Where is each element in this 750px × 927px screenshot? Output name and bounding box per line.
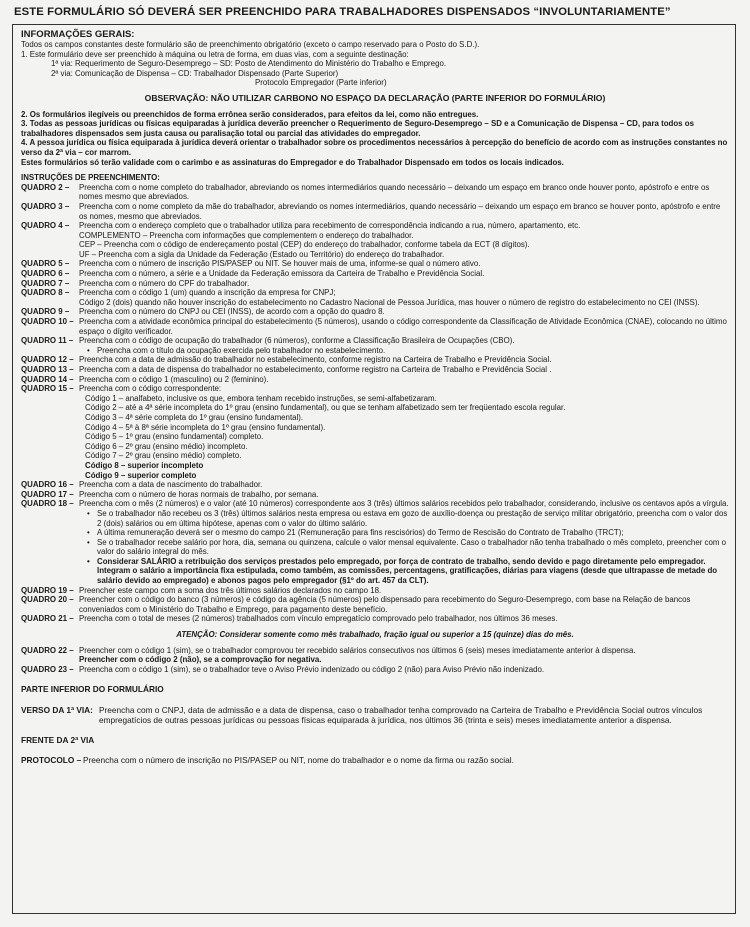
quadro-bullet: • A última remuneração deverá ser o mesmo do campo 21 (Remuneração para fins rescisórios) do Termo de Rescisão do Contrato de Trabalho (TRCT);: [21, 528, 729, 538]
education-code: Código 5 – 1º grau (ensino fundamental) completo.: [85, 432, 264, 442]
general-rule: Estes formulários só terão validade com o carimbo e as assinaturas do Empregador e do Trabalhador Dispensado em todos os locais indicados.: [21, 157, 564, 167]
quadro-item: [21, 375, 729, 385]
verso-item: [21, 705, 729, 725]
quadro-bullet: • Se o trabalhador não recebeu os 3 (três) últimos salários nesta empresa ou estava em gozo de auxílio-doença ou prestação de serviço militar obrigatório, preencha com o valor dos 2 (dois) salários ou em última hipótese, apenas com o valor do último salário.: [21, 509, 729, 528]
form-header: ESTE FORMULÁRIO SÓ DEVERÁ SER PREENCHIDO PARA TRABALHADORES DISPENSADOS “INVOLUNTARIAMENTE”: [14, 6, 671, 18]
quadro-label: QUADRO 7 –: [21, 278, 70, 288]
general-rule: 3. Todas as pessoas jurídicas ou físicas equiparadas à jurídica deverão preencher o Requerimento de Seguro-Desemprego – SD e a Comunicação de Dispensa – CD, para todos os trabalhadores dispensados sem justa causa ou paralisação total ou parcial das atividades do empregador.: [21, 119, 694, 138]
quadro-label: QUADRO 20 –: [21, 595, 74, 605]
quadro-bullet: • Se o trabalhador recebe salário por hora, dia, semana ou quinzena, calcule o valor mensal equivalente. Caso o trabalhador não tenha trabalhado o mês completo, preencher com o valor do salário integral do mês.: [21, 538, 729, 557]
quadro-text: Preencha com o número do CNPJ ou CEI (INSS), de acordo com a opção do quadro 8.: [79, 307, 385, 317]
quadro-subline: CEP – Preencha com o código de endereçamento postal (CEP) do endereço do trabalhador, conforme tabela da ECT (8 dígitos).: [79, 240, 530, 250]
quadro-text: Preencher com o código do banco (3 números) e código da agência (5 números) pelo dispensado para recebimento do Seguro-Desemprego, com base na Relação de bancos conveniados com o Ministério do Trabalho e Emprego, para pagamento deste benefício.: [79, 595, 691, 614]
quadro-label: QUADRO 5 –: [21, 259, 70, 269]
quadro-text: Preencha com o número de inscrição PIS/PASEP ou NIT. Se houver mais de uma, informe-se qual o número ativo.: [79, 259, 481, 269]
verso-text: Preencha com o CNPJ, data de admissão e a data de dispensa, caso o trabalhador tenha comprovado na Carteira de Trabalho e Previdência Social outros vínculos empregatícios de outras pessoas jurídicas ou pessoas físicas equiparada à jurídica, nos últimos 36 (trinta e seis) meses imediatamente anterior a dispensa.: [99, 704, 703, 725]
quadro-label: QUADRO 11 –: [21, 336, 74, 346]
quadro-subline: COMPLEMENTO – Preencha com informações que complementem o endereço do trabalhador.: [79, 230, 414, 240]
quadro-bullet: • Preencha com o título da ocupação exercida pelo trabalhador no estabelecimento.: [21, 346, 729, 356]
education-code: Código 2 – até a 4ª série incompleta do 1º grau (ensino fundamental), ou que se tenham alfabetizado sem ter freqüentado escola regular.: [85, 403, 566, 413]
quadro-text: Preencha com o número de horas normais de trabalho, por semana.: [79, 489, 319, 499]
quadro-label: QUADRO 2 –: [21, 182, 70, 192]
general-info-line: 2ª via: Comunicação de Dispensa – CD: Trabalhador Dispensado (Parte Superior): [51, 68, 339, 78]
quadro-item: [21, 269, 729, 279]
quadro-text: Preencha com o mês (2 números) e o valor (até 10 números) correspondente aos 3 (três) últimos salários recebidos pelo trabalhador, considerando, inclusive os centavos após a vírgula.: [79, 499, 729, 509]
education-code: Código 4 – 5ª à 8ª série incompleta do 1º grau (ensino fundamental).: [85, 422, 326, 432]
quadro-item: [21, 490, 729, 500]
general-info-title: INFORMAÇÕES GERAIS:: [21, 29, 135, 40]
quadro-text: Preencha com o total de meses (2 números) trabalhados com vínculo empregatício comprovado pelo trabalhador, nos últimos 36 meses.: [79, 614, 558, 624]
quadro-text: Preencha com o código 1 (sim), se o trabalhador teve o Aviso Prévio indenizado ou código 2 (não) para Aviso Prévio não indenizado.: [79, 664, 545, 674]
quadro-label: QUADRO 22 –: [21, 645, 74, 655]
attention-note: ATENÇÃO: Considerar somente como mês trabalhado, fração igual ou superior a 15 (quinze) dias do mês.: [176, 630, 574, 640]
education-code: Código 9 – superior completo: [85, 470, 197, 480]
education-code: Código 6 – 2º grau (ensino médio) incompleto.: [85, 441, 248, 451]
quadro-label: QUADRO 17 –: [21, 489, 74, 499]
general-info-line: Protocolo Empregador (Parte inferior): [255, 78, 387, 88]
quadro-item: [21, 665, 729, 675]
quadro-item: [21, 595, 729, 614]
quadro-label: QUADRO 14 –: [21, 374, 74, 384]
protocolo-text: Preencha com o número de inscrição no PIS/PASEP ou NIT, nome do trabalhador e o nome da firma ou razão social.: [83, 755, 514, 766]
quadro-text: Preencha com o código correspondente:: [79, 384, 222, 394]
education-code: Código 1 – analfabeto, inclusive os que, embora tenham recebido instruções, se semi-alfabetizaram.: [85, 393, 437, 403]
education-code: Código 8 – superior incompleto: [85, 460, 204, 470]
quadro-text: Preencha com o número do CPF do trabalhador.: [79, 278, 250, 288]
quadro-subline: Preencher com o código 2 (não), se a comprovação for negativa.: [79, 655, 322, 665]
quadro-text: Preencha com o nome completo do trabalhador, abreviando os nomes intermediários quando necessário – deixando um espaço em branco onde houver ponto, apóstrofo e entre os nomes mesmo que abreviados.: [79, 182, 710, 202]
protocolo-label: PROTOCOLO –: [21, 755, 82, 766]
general-info-line: 1. Este formulário deve ser preenchido à máquina ou letra de forma, em duas vias, com a seguinte destinação:: [21, 49, 409, 59]
education-code: Código 3 – 4ª série completa do 1º grau (ensino fundamental).: [85, 412, 304, 422]
quadro-label: QUADRO 19 –: [21, 585, 74, 595]
lower-section-title: PARTE INFERIOR DO FORMULÁRIO: [21, 684, 164, 695]
quadro-text: Preencher este campo com a soma dos três últimos salários declarados no campo 18.: [79, 585, 382, 595]
quadro-subline: UF – Preencha com a sigla da Unidade da Federação (Estado ou Território) do endereço do trabalhador.: [79, 249, 445, 259]
quadro-label: QUADRO 10 –: [21, 317, 74, 327]
quadro-text: Preencha com a atividade econômica principal do estabelecimento (5 números), usando o código correspondente da Classificação de Atividade Econômica (CNAE), colocando no último espaço o dígito verificador.: [79, 317, 727, 336]
quadro-item: [21, 355, 729, 365]
general-rule: 4. A pessoa jurídica ou física equiparada à jurídica deverá orientar o trabalhador sobre os procedimentos necessários à percepção do benefício de acordo com as instruções constantes no verso da 2ª via – cor marrom.: [21, 138, 728, 157]
quadro-item: [21, 307, 729, 317]
quadro-text: Preencha com o código de ocupação do trabalhador (6 números), conforme a Classificação Brasileira de Ocupações (CBO).: [79, 336, 515, 346]
quadro-text: Preencha com a data de nascimento do trabalhador.: [79, 480, 263, 490]
quadro-item: [21, 365, 729, 375]
quadro-text: Preencha com o número, a série e a Unidade da Federação emissora da Carteira de Trabalho e Previdência Social.: [79, 269, 485, 279]
quadro-label: QUADRO 16 –: [21, 480, 74, 490]
quadro-item: [21, 221, 729, 231]
quadro-item: [21, 480, 729, 490]
quadro-item: [21, 202, 729, 221]
quadro-label: QUADRO 13 –: [21, 365, 74, 374]
quadro-item: [21, 279, 729, 289]
verso-label: VERSO DA 1ª VIA:: [21, 704, 93, 715]
quadro-subline: Código 2 (dois) quando não houver inscrição do estabelecimento no Cadastro Nacional de Pessoa Jurídica, mas houver o número de registro do estabelecimento no CEI (INSS).: [79, 297, 700, 307]
quadro-label: QUADRO 9 –: [21, 307, 70, 317]
quadro-item: [21, 614, 729, 624]
quadro-item: [21, 384, 729, 394]
general-rule: 2. Os formulários ilegíveis ou preenchidos de forma errônea serão considerados, para efeitos da lei, como não entregues.: [21, 109, 479, 119]
quadro-bullet: • Considerar SALÁRIO a retribuição dos serviços prestados pelo empregado, por força de contrato de trabalho, sendo devido e pago diretamente pelo empregador. Integram o salário a importância fixa estipulada, como também, as comissões, percentagens, gratificações, diárias para viagens (desde que ultrapasse de metade do salário devido ao empregado) e abonos pagos pelo empregador (§1º do art. 457 da CLT).: [21, 557, 729, 586]
quadro-label: QUADRO 15 –: [21, 384, 74, 394]
quadro-item: [21, 646, 729, 656]
quadro-item: [21, 499, 729, 509]
quadro-text: Preencha com o nome completo da mãe do trabalhador, abreviando os nomes intermediários, quando necessário – deixando um espaço em branco se houver ponto, apóstrofo e entre os nomes, mesmo que abreviados.: [79, 201, 721, 221]
quadro-label: QUADRO 6 –: [21, 269, 70, 279]
instructions-frame: [12, 24, 736, 914]
quadro-text: Preencha com o endereço completo que o trabalhador utiliza para recebimento de correspondência indicando a rua, número, apartamento, etc.: [79, 221, 581, 231]
quadro-text: Preencha com a data de admissão do trabalhador no estabelecimento, conforme registro na Carteira de Trabalho e Previdência Social.: [79, 355, 552, 365]
quadro-item: [21, 336, 729, 346]
quadro-label: QUADRO 12 –: [21, 355, 74, 365]
quadro-label: QUADRO 4 –: [21, 221, 70, 231]
quadro-item: [21, 586, 729, 596]
quadro-label: QUADRO 21 –: [21, 614, 74, 624]
quadro-label: QUADRO 8 –: [21, 288, 70, 298]
quadro-text: Preencha com o código 1 (um) quando a inscrição da empresa for CNPJ;: [79, 288, 336, 298]
quadro-label: QUADRO 3 –: [21, 201, 70, 211]
instructions-title: INSTRUÇÕES DE PREENCHIMENTO:: [21, 173, 160, 183]
frente-title: FRENTE DA 2ª VIA: [21, 735, 95, 746]
quadro-text: Preencha com a data de dispensa do trabalhador no estabelecimento, conforme registro na Carteira de Trabalho e Previdência Social .: [79, 365, 552, 374]
general-info-line: Todos os campos constantes deste formulário são de preenchimento obrigatório (exceto o campo reservado para o Posto do S.D.).: [21, 40, 480, 49]
general-info-line: 1ª via: Requerimento de Seguro-Desemprego – SD: Posto de Atendimento do Ministério do Trabalho e Emprego.: [51, 59, 447, 69]
quadro-text: Preencha com o código 1 (masculino) ou 2 (feminino).: [79, 374, 269, 384]
quadro-item: [21, 183, 729, 202]
education-code: Código 7 – 2º grau (ensino médio) completo.: [85, 451, 242, 461]
quadro-item: [21, 259, 729, 269]
quadro-text: Preencher com o código 1 (sim), se o trabalhador comprovou ter recebido salários consecutivos nos últimos 6 (seis) meses imediatamente anterior à dispensa.: [79, 645, 636, 655]
quadro-label: QUADRO 18 –: [21, 499, 74, 509]
quadro-item: [21, 288, 729, 298]
protocolo-item: [21, 755, 729, 765]
observation-note: OBSERVAÇÃO: NÃO UTILIZAR CARBONO NO ESPAÇO DA DECLARAÇÃO (PARTE INFERIOR DO FORMULÁRIO): [144, 92, 606, 103]
quadro-label: QUADRO 23 –: [21, 664, 74, 674]
quadro-item: [21, 317, 729, 336]
